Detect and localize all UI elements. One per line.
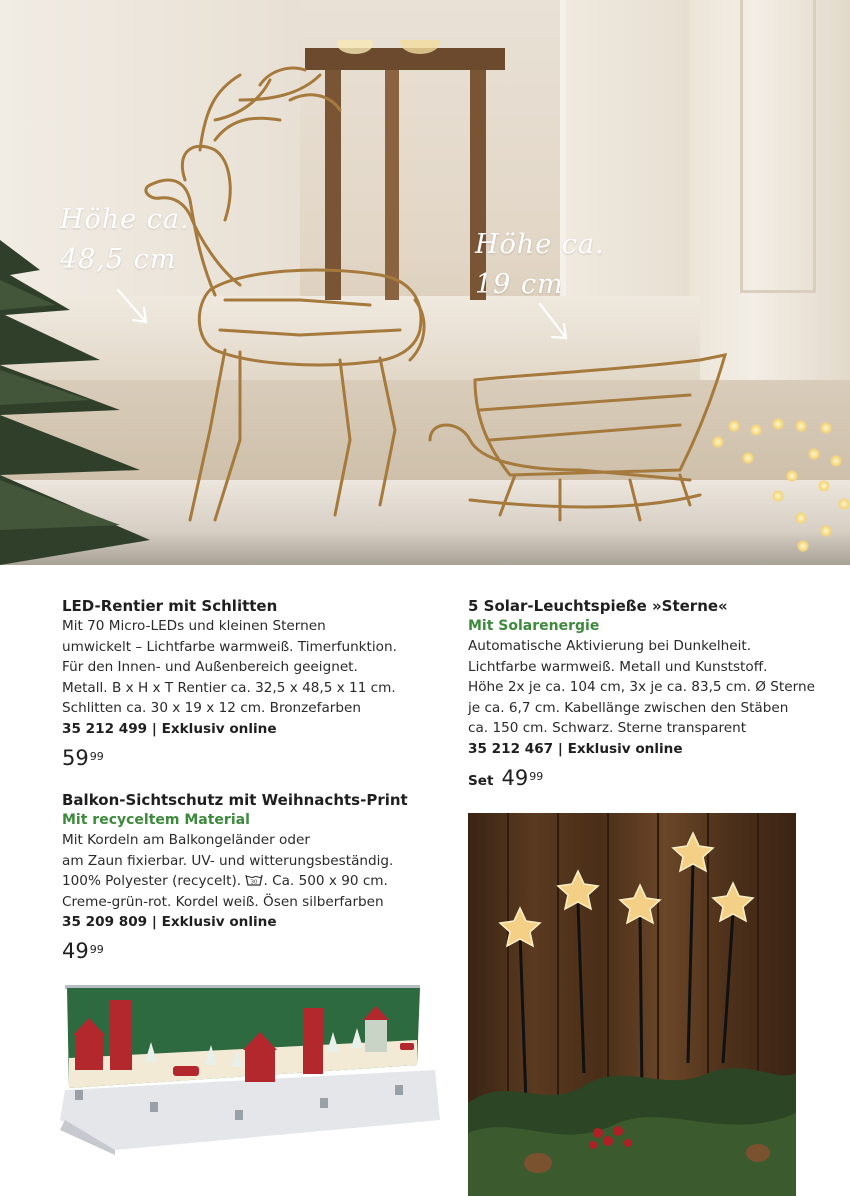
- washing-tub-icon: [245, 873, 263, 887]
- product-desc-line: Metall. B x H x T Rentier ca. 32,5 x 48,5 x 11 cm.: [62, 679, 396, 696]
- article-number: 35 212 467 | Exklusiv online: [468, 740, 683, 757]
- product-desc-line: ca. 150 cm. Schwarz. Sterne transparent: [468, 720, 747, 737]
- price-cents: 99: [529, 769, 544, 783]
- height-label-sleigh-1: Höhe ca.: [475, 229, 605, 260]
- product-desc-line: Automatische Aktivierung bei Dunkelheit.: [468, 638, 752, 654]
- product-desc-line: Mit 70 Micro-LEDs und kleinen Sternen: [62, 618, 326, 634]
- product-desc-line: Höhe 2x je ca. 104 cm, 3x je ca. 83,5 cm. Ø Sterne: [468, 679, 815, 696]
- price-main: 49: [62, 938, 89, 963]
- product-led-reindeer: [62, 596, 442, 770]
- product-desc-line: Schlitten ca. 30 x 19 x 12 cm. Bronzefarben: [62, 700, 361, 717]
- size-text: . Ca. 500 x 90 cm.: [263, 873, 388, 890]
- height-label-sleigh-2: 19 cm: [475, 269, 564, 300]
- price-cents: 99: [89, 749, 104, 763]
- product-balcony-screen: [62, 790, 452, 963]
- annotation-arrows: [0, 0, 850, 565]
- product-desc-line: Lichtfarbe warmweiß. Metall und Kunststoff.: [468, 658, 768, 675]
- balcony-screen-photo: [55, 970, 445, 1155]
- height-label-reindeer-1: Höhe ca.: [60, 204, 190, 235]
- price-main: 49: [501, 765, 529, 790]
- product-subtitle: Mit recyceltem Material: [62, 812, 250, 828]
- product-solar-stars: [468, 596, 838, 793]
- price-cents: 99: [89, 942, 104, 956]
- product-desc-line: je ca. 6,7 cm. Kabellänge zwischen den Stäben: [468, 699, 789, 716]
- product-desc-line: am Zaun fixierbar. UV- und witterungsbeständig.: [62, 852, 394, 869]
- product-desc-line: umwickelt – Lichtfarbe warmweiß. Timerfunktion.: [62, 638, 397, 655]
- price-main: 59: [62, 745, 89, 770]
- article-number: 35 209 809 | Exklusiv online: [62, 914, 277, 931]
- product-title: LED-Rentier mit Schlitten: [62, 597, 278, 615]
- price: [468, 766, 838, 793]
- product-desc-line: Mit Kordeln am Balkongeländer oder: [62, 832, 310, 848]
- product-desc-line: Für den Innen- und Außenbereich geeignet.: [62, 659, 358, 676]
- product-subtitle: Mit Solarenergie: [468, 618, 600, 634]
- price: [62, 746, 442, 770]
- article-number: 35 212 499 | Exklusiv online: [62, 720, 277, 737]
- solar-stars-scene: [468, 813, 796, 1196]
- hero-photo-reindeer-sleigh: [0, 0, 850, 565]
- product-title: 5 Solar-Leuchtspieße »Sterne«: [468, 597, 728, 615]
- svg-text:30: 30: [250, 879, 258, 886]
- set-label: Set: [468, 772, 494, 789]
- height-label-reindeer-2: 48,5 cm: [60, 244, 177, 275]
- solar-stars-photo: [468, 813, 796, 1196]
- product-title: Balkon-Sichtschutz mit Weihnachts-Print: [62, 791, 408, 809]
- price: [62, 939, 452, 963]
- product-desc-line: [62, 871, 452, 892]
- product-desc-line: Creme-grün-rot. Kordel weiß. Ösen silberfarben: [62, 893, 384, 910]
- material-text: 100% Polyester (recycelt).: [62, 873, 242, 890]
